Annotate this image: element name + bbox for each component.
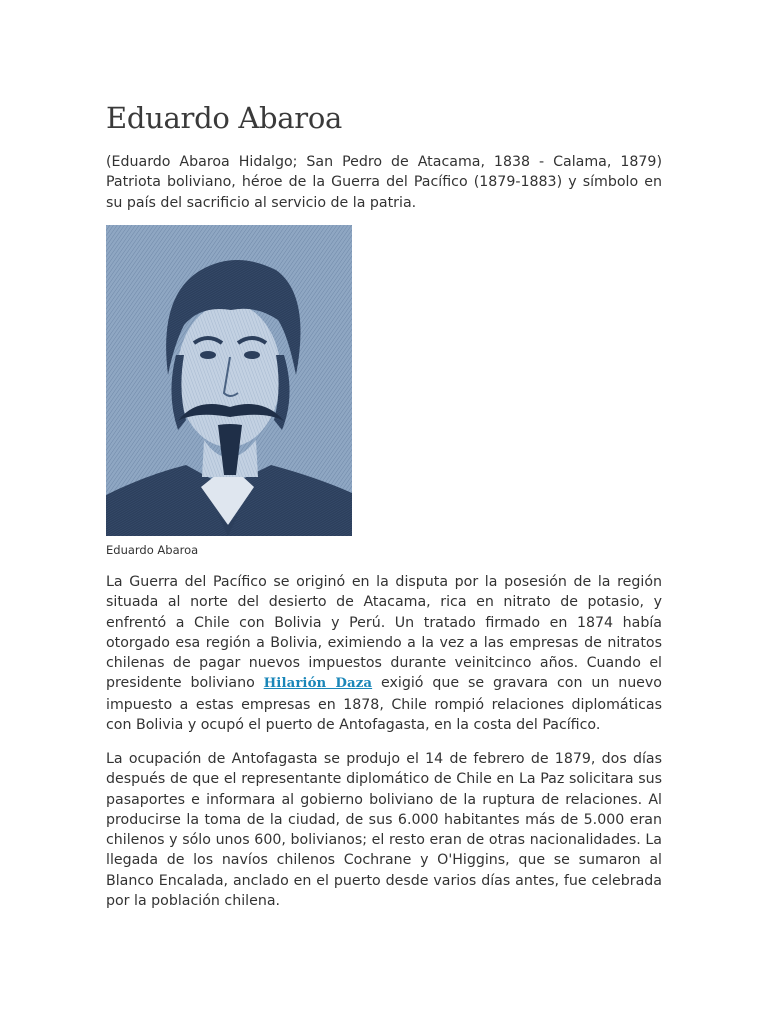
article-title: Eduardo Abaroa: [106, 101, 343, 135]
paragraph-ocupacion-antofagasta: La ocupación de Antofagasta se produjo el 14 de febrero de 1879, dos días después de que el representante diplomático de Chile en La Paz solicitara sus pasaportes e informara al gobierno boliviano de la ruptura de relaciones. Al producirse la toma de la ciudad, de sus 6.000 habitantes más de 5.000 eran chilenos y sólo unos 600, bolivianos; el resto eran de otras nacionalidades. La llegada de los navíos chilenos Cochrane y O'Higgins, que se sumaron al Blanco Encalada, anclado en el puerto desde varios días antes, fue celebrada por la población chilena.: [106, 751, 662, 910]
hilarion-daza-link[interactable]: Hilarión Daza: [263, 676, 373, 692]
portrait-image: [106, 225, 352, 536]
paragraph-text-before-link: La Guerra del Pacífico se originó en la disputa por la posesión de la región situada al norte del desierto de Atacama, rica en nitrato de potasio, y enfrentó a Chile con Bolivia y Perú. Un tratado firmado en 1874 había otorgado esa región a Bolivia, eximiendo a la vez a las empresas de nitratos chilenas de pagar nuevos impuestos durante veinitcinco años. Cuando el presidente boliviano: [106, 574, 662, 692]
portrait-caption: Eduardo Abaroa: [106, 543, 199, 557]
paragraph-guerra-pacifico: [106, 572, 662, 735]
intro-paragraph: (Eduardo Abaroa Hidalgo; San Pedro de Atacama, 1838 - Calama, 1879) Patriota boliviano, héroe de la Guerra del Pacífico (1879-1883) y símbolo en su país del sacrificio al servicio de la patria.: [106, 154, 662, 211]
paragraph-text-after-link: exigió que se gravara con un nuevo impuesto a estas empresas en 1878, Chile rompió relaciones diplomáticas con Bolivia y ocupó el puerto de Antofagasta, en la costa del Pacífico.: [106, 675, 662, 734]
